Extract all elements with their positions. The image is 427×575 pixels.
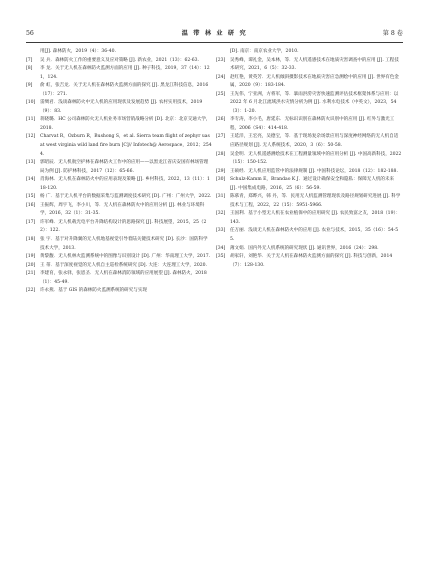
reference-number: [21] — [26, 271, 36, 277]
reference-text: 陈慕青，郑晔兴，韩 丹，等．民用无人机监测管理现状及路径规划研究进展 [J]. 科学技术与工程，2022，22（15）：5951-5966. — [230, 194, 401, 208]
reference-item — [26, 253, 212, 262]
reference-text: 胡家轩，刘艳华．关于无人机在森林防火监测方面的探究 [J]. 科技与创新，2014（7）：128-130. — [230, 254, 393, 268]
page-number: 56 — [26, 30, 34, 37]
reference-text: 蒋晓璐．HC 公司森林防火无人机业务市场营销战略分析 [D]. 北京：北京交通大学，2018. — [40, 117, 211, 131]
reference-item — [26, 193, 212, 202]
reference-text: 肖海林．无人机在森林防火中的应用表现及策略 [J]. 乡村科技，2022，13（11）：118-120. — [40, 177, 210, 191]
reference-number: [27] — [216, 134, 226, 140]
reference-text: 李建育，张永驿，张恩圣．无人机在森林消防领域的应用展望 [J]. 森林防火，2018（1）：45-49. — [40, 271, 207, 285]
reference-number: [8] — [26, 66, 33, 72]
reference-item — [216, 210, 402, 227]
references-left-column — [26, 48, 212, 296]
reference-item — [216, 227, 402, 244]
reference-number: [32] — [216, 211, 226, 217]
reference-text: 王先伟，宁亚洲，方将军，等．暴雨洪涝灾害快速监测评估技术框架体系与应用：以 2022 年 6 月北江流域洪水灾情分析为例 [J]. 水利水电技术（中英文），2023，54（3）：1-20. — [230, 91, 399, 114]
reference-number: [7] — [26, 57, 33, 63]
reference-item — [26, 176, 212, 193]
reference-number: [9] — [26, 83, 33, 89]
reference-item — [26, 116, 212, 133]
reference-text: 用[J]. 森林防火，2019（4）：36-40. — [40, 49, 116, 54]
reference-number: [34] — [216, 245, 226, 251]
reference-number: [22] — [26, 288, 36, 294]
reference-item — [216, 57, 402, 74]
reference-item — [26, 99, 212, 116]
reference-number: [29] — [216, 168, 226, 174]
reference-text: 张 宇．基于对升降翼的无人机地基视觉引导着陆关键技术研究 [D]. 长沙：国防科学技术大学，2013. — [40, 237, 208, 251]
reference-text: 郭昭辰．无人机航空护林在森林防火工作中的应用——以黑龙江省庆安国有林场管理局为例 [J]. 防护林科技，2017（12）：65-66. — [40, 160, 209, 174]
references-right-column — [216, 48, 402, 270]
reference-text: 吴 兵．森林防火工作的重要意义及应对策略 [J]. 新农业，2021（13）：62-63. — [40, 57, 200, 63]
reference-number: [19] — [26, 254, 36, 260]
reference-text: 王 蒂．基于深度视觉的无人机自主巡检系统研究 [D]. 大连：大连理工大学，2020. — [40, 262, 207, 268]
reference-number: [25] — [216, 91, 226, 97]
reference-item — [26, 159, 212, 176]
header-rule — [26, 42, 403, 43]
reference-item — [216, 48, 402, 57]
reference-text: 吴秀峰，谭礼金，吴本林，等．无人机遥感技术在地质灾害调查中的应用 [J]. 工程技术研究，2021，6（5）：32-33. — [230, 57, 399, 72]
reference-number: [13] — [26, 160, 36, 166]
reference-number: [15] — [26, 194, 36, 200]
reference-item — [216, 151, 402, 168]
reference-text: 王国利．基于小型无人机在农业植保中的应用研究 [J]. 农民致富之友，2018（19）：143. — [230, 211, 401, 225]
reference-text: 俞 虹，张吉龙．关于无人机在森林防火监测方面的探究 [J]. 黑龙江科技信息，2016（17）：271. — [40, 83, 209, 97]
reference-item — [26, 82, 212, 99]
reference-number: [17] — [26, 219, 36, 225]
reference-item — [26, 262, 212, 271]
reference-number: [20] — [26, 262, 36, 268]
reference-number: [18] — [26, 237, 36, 243]
reference-item — [216, 176, 402, 193]
reference-text: 许军峰．无人机载光电平台升降结构设计的思路探究 [J]. 科技展望，2015，25（22）：122. — [40, 219, 207, 234]
reference-item — [26, 236, 212, 253]
reference-text: 任万丽．浅谈无人机在森林防火中的应用 [J]. 农业与技术，2015，35（16）：54-55. — [230, 228, 399, 243]
page-header — [26, 28, 403, 40]
reference-item — [216, 245, 402, 254]
reference-number: [26] — [216, 117, 226, 123]
reference-item — [26, 219, 212, 236]
reference-item — [26, 57, 212, 66]
reference-item — [26, 287, 212, 296]
reference-text: [D]. 南京：南京农业大学，2010. — [230, 49, 299, 54]
reference-item — [26, 270, 212, 287]
reference-text: 王延洋，王宏亮，吴德宝，等．基于现场复杂场景应用与深度神经网络的无人机自适应路径规划 [J]. 无人系统技术，2020，3（6）：50-58. — [230, 134, 399, 149]
reference-text: 雷绸君．浅谈森林防火中无人机的应用现状及发展趋势 [J]. 农村实用技术，2019（9）：83. — [40, 100, 203, 114]
reference-item — [216, 133, 402, 150]
issue-label: 第 8 卷 — [382, 30, 403, 37]
reference-item — [26, 133, 212, 159]
reference-number: [12] — [26, 134, 36, 140]
reference-item — [216, 91, 402, 117]
reference-text: 薄文娟．国内外无人机系统的研究现状 [J]. 通讯世界，2016（24）：298. — [230, 245, 379, 251]
reference-item — [216, 116, 402, 133]
reference-number: [10] — [26, 100, 36, 106]
reference-number: [14] — [26, 177, 36, 183]
reference-text: 吴金明．无人机遥感测绘技术在工程测量领域中的应用分析 [J]. 中国高新科技，2022（15）：150-152. — [230, 151, 402, 166]
reference-item — [26, 48, 212, 57]
reference-number: [11] — [26, 117, 36, 123]
reference-number: [31] — [216, 194, 226, 200]
reference-item — [216, 193, 402, 210]
reference-number: [23] — [216, 57, 226, 63]
reference-text: 黄黎馥．无人机林火监测系统中的图像与识别设计 [D]. 广州：华南理工大学，2017. — [40, 254, 211, 260]
reference-text: Schulz-Kamm E，Brandao K J．通过设计确保安全和隐私：保障无人机的未来 [J]. 中国集成电路，2016，25（6）：56-59. — [230, 177, 395, 191]
reference-text: 李 龙．关于无人机在森林防火监测方面的应用 [J]. 种子科技，2019，37（14）：121，124. — [40, 66, 210, 80]
reference-number: [16] — [26, 202, 36, 208]
reference-text: 王硕经．无人机应用监管中的法律规制 [J]. 中国科技论坛，2018（12）：182-188. — [230, 168, 398, 174]
reference-text: 李专涛，李小毛，唐延东．无标识识别在森林防火识别中的应用 [J]. 红外与激光工程，2006（S4）：414-418. — [230, 117, 395, 131]
reference-item — [216, 168, 402, 177]
reference-text: 杨 广．基于无人机平台的数据采集与监测调度技术研究 [D]. 广州：广州大学，2022. — [40, 194, 212, 200]
reference-number: [33] — [216, 228, 226, 234]
reference-text: Charvat R，Ozburn R，Bushong S，et al. Sierra team flight of zephyr uas at west virginia wild land fire burn [C]// Infotech@ Aerospace，2012；2544. — [40, 134, 212, 157]
journal-title: 温 带 林 业 研 究 — [181, 30, 248, 37]
reference-item — [216, 74, 402, 91]
reference-text: 许永燕．基于 GIS 的森林防火监测系统的研究与实现 — [40, 288, 147, 294]
reference-item — [216, 253, 402, 270]
reference-number: [28] — [216, 151, 226, 157]
reference-number: [35] — [216, 254, 226, 260]
reference-text: 赵红艳，黄英芳．无人机倾斜摄影技术在地质灾害应急测绘中的应用 [J]. 世界有色金属，2020（9）：183-184. — [230, 74, 399, 89]
reference-item — [26, 202, 212, 219]
reference-item — [26, 65, 212, 82]
reference-text: 王振辉，周宇飞，李小川，等．无人机在森林防火中的应用分析 [J]. 林业与环境科学，2016，32（1）：31-35. — [40, 202, 205, 217]
reference-number: [30] — [216, 177, 226, 183]
reference-number: [24] — [216, 74, 226, 80]
